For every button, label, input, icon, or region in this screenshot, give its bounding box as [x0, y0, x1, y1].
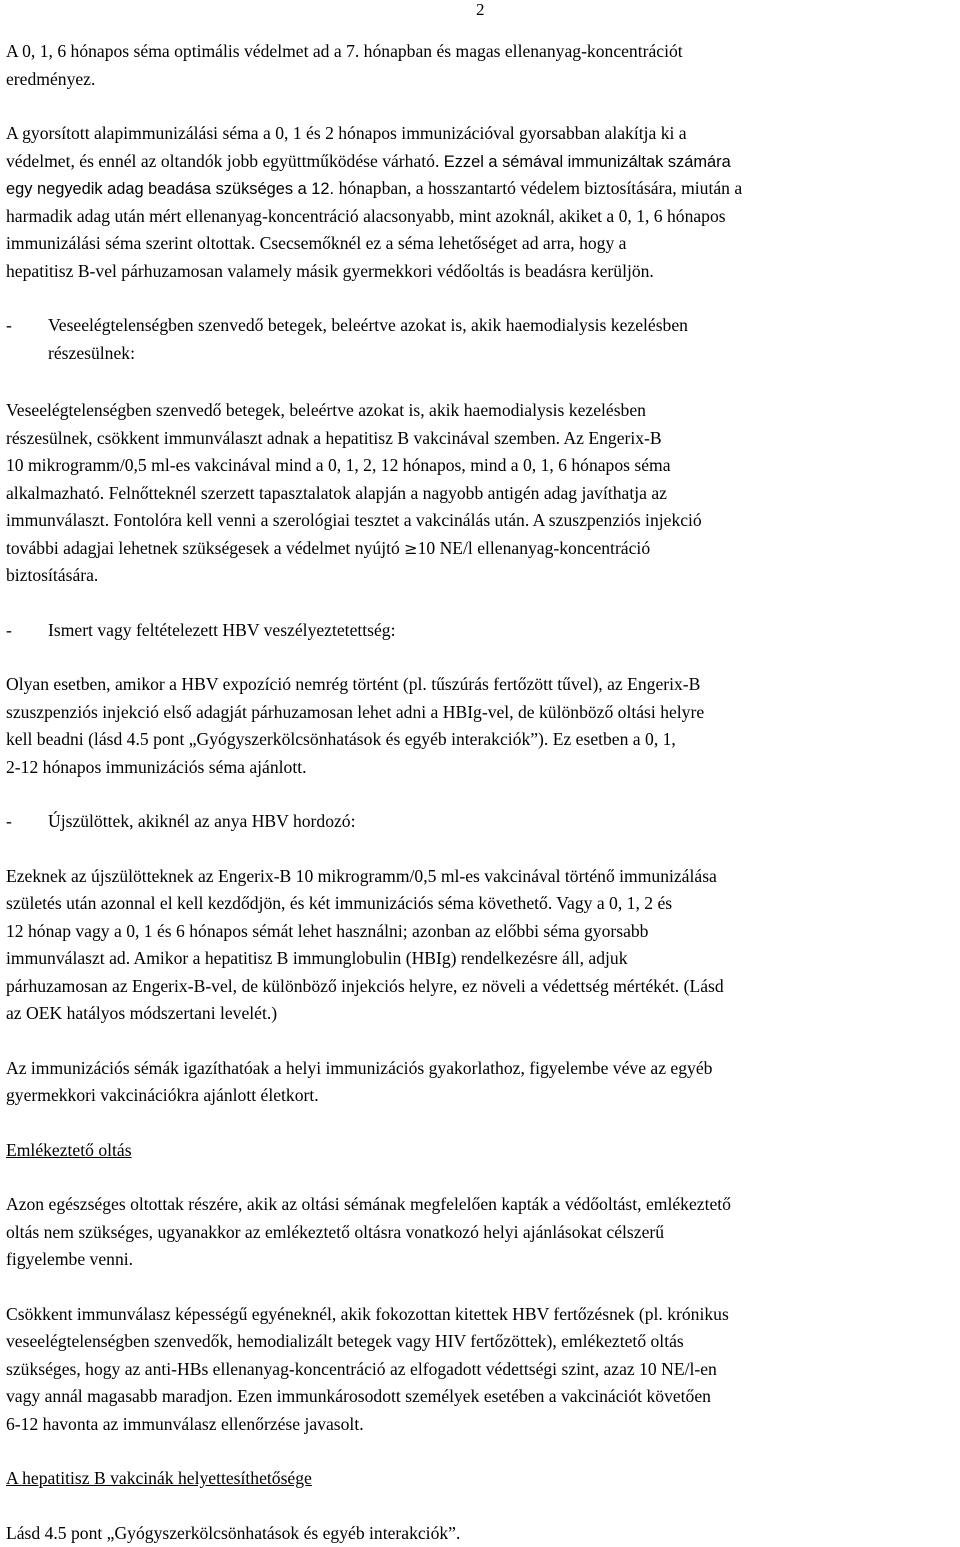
text-run: szükséges, hogy az anti-HBs ellenanyag-koncentráció az elfogadott védettségi szint, azaz 10 NE/l-en — [6, 1359, 717, 1379]
text-line — [6, 699, 956, 727]
paragraph-gap — [6, 367, 956, 397]
text-run: vagy annál magasabb maradjon. Ezen immunkárosodott személyek esetében a vakcinációt követően — [6, 1386, 711, 1406]
text-line — [6, 1301, 956, 1329]
math-glyph: ≥ — [404, 539, 417, 558]
text-run: további adagjai lehetnek szükségesek a védelmet nyújtó — [6, 538, 404, 558]
text-run: A 0, 1, 6 hónapos séma optimális védelmet ad a 7. hónapban és magas ellenanyag-koncentrációt — [6, 41, 683, 61]
paragraph-gap — [6, 285, 956, 312]
text-line — [6, 1383, 956, 1411]
text-line — [6, 230, 956, 258]
text-run: immunválaszt ad. Amikor a hepatitisz B immunglobulin (HBIg) rendelkezésre áll, adjuk — [6, 948, 628, 968]
text-line — [6, 203, 956, 231]
text-run: születés után azonnal el kell kezdődjön, és két immunizációs séma követhető. Vagy a 0, 1, 2 és — [6, 893, 672, 913]
text-line — [6, 507, 956, 535]
text-run: egy negyedik adag beadása szükséges a 12. — [6, 180, 339, 198]
text-line — [6, 480, 956, 508]
text-run: az OEK hatályos módszertani levelét.) — [6, 1003, 277, 1023]
dash-bullet: - — [6, 312, 48, 340]
paragraph-gap — [6, 1274, 956, 1301]
text-run: Veseelégtelenségben szenvedő betegek, beleértve azokat is, akik haemodialysis kezelésben — [48, 312, 688, 340]
text-line — [6, 175, 956, 203]
section-heading — [6, 1465, 956, 1493]
paragraph-gap — [6, 1110, 956, 1137]
text-run: 2-12 hónapos immunizációs séma ajánlott. — [6, 757, 307, 777]
text-run: alkalmazható. Felnőtteknél szerzett tapasztalatok alapján a nagyobb antigén adag javíthatja az — [6, 483, 667, 503]
dash-bullet: - — [6, 808, 48, 836]
text-line — [6, 918, 956, 946]
paragraph-gap — [6, 93, 956, 120]
text-run: Csökkent immunválasz képességű egyéneknél, akik fokozottan kitettek HBV fertőzésnek (pl. krónikus — [6, 1304, 729, 1324]
text-line — [6, 425, 956, 453]
text-line — [6, 1520, 956, 1547]
document-body — [6, 38, 956, 1547]
text-run: Csecsemőknél ez a séma lehetőséget ad arra, hogy a — [260, 233, 627, 253]
paragraph — [6, 1520, 956, 1547]
text-run: Olyan esetben, amikor a HBV expozíció nemrég történt (pl. tűszúrás fertőzött tűvel), az Engerix-B — [6, 674, 700, 694]
text-line — [6, 38, 956, 66]
text-line — [6, 535, 956, 563]
paragraph-gap — [6, 781, 956, 808]
text-line — [6, 808, 956, 836]
text-line — [6, 397, 956, 425]
paragraph-gap — [6, 1493, 956, 1520]
text-run: 12 hónap vagy a 0, 1 és 6 hónapos sémát lehet használni; azonban az előbbi séma gyorsabb — [6, 921, 648, 941]
text-run: harmadik adag után mért ellenanyag-koncentráció alacsonyabb, mint azoknál, akiket a 0, 1, 6 hónapos — [6, 206, 726, 226]
paragraph-gap — [6, 644, 956, 671]
paragraph — [6, 1055, 956, 1110]
text-line — [6, 1246, 956, 1274]
text-run: oltás nem szükséges, ugyanakkor az emlékeztető oltásra vonatkozó helyi ajánlásokat célszerű — [6, 1222, 664, 1242]
text-line — [6, 945, 956, 973]
text-run: figyelembe venni. — [6, 1249, 133, 1269]
text-line — [6, 148, 956, 176]
text-line — [6, 973, 956, 1001]
text-run: Emlékeztető oltás — [6, 1140, 132, 1160]
dash-list-item — [6, 808, 956, 836]
text-run: részesülnek, csökkent immunválaszt adnak a hepatitisz B vakcinával szemben. Az Engerix-B — [6, 428, 662, 448]
dash-list-item — [6, 312, 956, 367]
text-line — [6, 1191, 956, 1219]
paragraph — [6, 38, 956, 93]
text-line — [6, 671, 956, 699]
text-run: Lásd 4.5 pont „Gyógyszerkölcsönhatások és egyéb interakciók”. — [6, 1523, 460, 1543]
text-run: biztosítására. — [6, 565, 98, 585]
text-line — [6, 1082, 956, 1110]
text-run: részesülnek: — [48, 343, 135, 363]
paragraph — [6, 1301, 956, 1439]
text-run: Veseelégtelenségben szenvedő betegek, beleértve azokat is, akik haemodialysis kezelésben — [6, 400, 646, 420]
text-run: Az immunizációs sémák igazíthatóak a helyi immunizációs gyakorlathoz, figyelembe véve az egyéb — [6, 1058, 712, 1078]
text-run: immunizálási séma szerint oltottak. — [6, 233, 260, 253]
text-run: Újszülöttek, akiknél az anya HBV hordozó: — [48, 808, 356, 836]
text-line — [6, 120, 956, 148]
text-run: immunválaszt. Fontolóra kell venni a szerológiai tesztet a vakcinálás után. A szuszpenziós injekció — [6, 510, 702, 530]
paragraph-gap — [6, 1028, 956, 1055]
text-line — [6, 1055, 956, 1083]
text-line — [6, 1465, 956, 1493]
text-line — [6, 890, 956, 918]
text-line — [6, 1328, 956, 1356]
text-run: hónapban, a hosszantartó védelem biztosítására, miután a — [339, 178, 743, 198]
text-run: 10 NE/l ellenanyag-koncentráció — [418, 538, 651, 558]
section-heading — [6, 1137, 956, 1165]
paragraph-gap — [6, 590, 956, 617]
text-run: 6-12 havonta az immunválasz ellenőrzése javasolt. — [6, 1414, 364, 1434]
text-line — [6, 863, 956, 891]
text-run: szuszpenziós injekció első adagját párhuzamosan lehet adni a HBIg-vel, de különböző oltási helyre — [6, 702, 704, 722]
text-run: Azon egészséges oltottak részére, akik az oltási sémának megfelelően kapták a védőoltást, emlékeztető — [6, 1194, 731, 1214]
text-line — [6, 1356, 956, 1384]
paragraph — [6, 120, 956, 285]
text-line — [6, 340, 956, 368]
text-line — [6, 1411, 956, 1439]
text-line — [6, 1219, 956, 1247]
text-run: veseelégtelenségben szenvedők, hemodializált betegek vagy HIV fertőzöttek), emlékeztető oltás — [6, 1331, 684, 1351]
text-run: Ismert vagy feltételezett HBV veszélyeztetettség: — [48, 617, 396, 645]
paragraph — [6, 863, 956, 1028]
text-run: eredményez. — [6, 69, 95, 89]
dash-bullet: - — [6, 617, 48, 645]
text-line — [6, 754, 956, 782]
page-number: 2 — [476, 0, 485, 20]
text-line — [6, 617, 956, 645]
text-run: Ezzel a sémával immunizáltak számára — [444, 153, 731, 171]
paragraph — [6, 671, 956, 781]
text-run: védelmet, és ennél az oltandók jobb együttműködése várható. — [6, 151, 444, 171]
text-line — [6, 66, 956, 94]
text-run: Ezeknek az újszülötteknek az Engerix-B 10 mikrogramm/0,5 ml-es vakcinával történő immunizálása — [6, 866, 717, 886]
paragraph-gap — [6, 1438, 956, 1465]
text-line — [6, 452, 956, 480]
text-run: A hepatitisz B vakcinák helyettesíthetősége — [6, 1468, 312, 1488]
text-run: A gyorsított alapimmunizálási séma a 0, 1 és 2 hónapos immunizációval gyorsabban alakítja ki a — [6, 123, 687, 143]
paragraph — [6, 397, 956, 590]
paragraph-gap — [6, 1164, 956, 1191]
text-run: gyermekkori vakcinációkra ajánlott életkort. — [6, 1085, 319, 1105]
text-line — [6, 562, 956, 590]
text-line — [6, 726, 956, 754]
text-line — [6, 1137, 956, 1165]
text-line — [6, 312, 956, 340]
text-run: kell beadni (lásd 4.5 pont „Gyógyszerkölcsönhatások és egyéb interakciók”). Ez esetben a 0, 1, — [6, 729, 676, 749]
dash-list-item — [6, 617, 956, 645]
text-run: hepatitisz B-vel párhuzamosan valamely másik gyermekkori védőoltás is beadásra kerüljön. — [6, 261, 654, 281]
text-run: párhuzamosan az Engerix-B-vel, de különböző injekciós helyre, ez növeli a védettség mértékét. (Lásd — [6, 976, 724, 996]
text-line — [6, 1000, 956, 1028]
text-line — [6, 258, 956, 286]
text-run: 10 mikrogramm/0,5 ml-es vakcinával mind a 0, 1, 2, 12 hónapos, mind a 0, 1, 6 hónapos séma — [6, 455, 671, 475]
paragraph-gap — [6, 836, 956, 863]
paragraph — [6, 1191, 956, 1274]
